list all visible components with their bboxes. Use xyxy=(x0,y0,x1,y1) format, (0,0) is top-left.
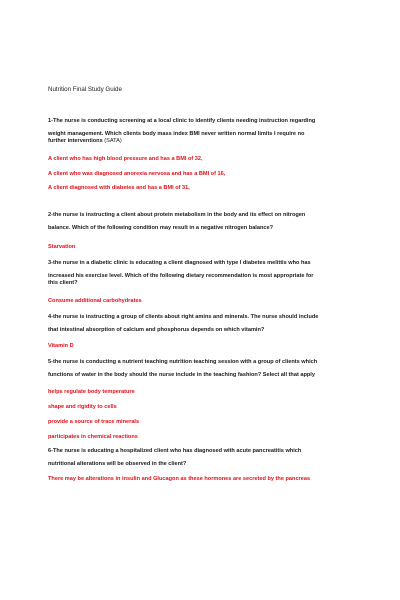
answer: Vitamin D xyxy=(48,343,74,349)
question-line: that intestinal absorption of calcium and phosphorus depends on which vitamin? xyxy=(48,327,265,333)
answer: helps regulate body temperature xyxy=(48,389,135,395)
document-title: Nutrition Final Study Guide xyxy=(48,86,122,93)
question-2 xyxy=(48,212,360,232)
question-line: balance. Which of the following condition may result in a negative nitrogen balance? xyxy=(48,225,274,231)
question-line: 2-the nurse is instructing a client about protein metabolism in the body and its effect on nitrogen xyxy=(48,212,306,218)
answer: Consume additional carbohydrates xyxy=(48,298,142,304)
answer: participates in chemical reactions xyxy=(48,434,138,440)
question-line-sata: (SATA) xyxy=(104,138,122,144)
answer: A client who has high blood pressure and has a BMI of 32, xyxy=(48,156,203,162)
question-line: this client? xyxy=(48,280,78,286)
question-line: increased his exercise level. Which of the following dietary recommendation is most appropriate for xyxy=(48,273,314,279)
question-line: 1-The nurse is conducting screening at a local clinic to identify clients needing instruction regarding xyxy=(48,118,316,124)
question-line: nutritional alterations will be observed in the client? xyxy=(48,461,187,467)
answer: A client diagnosed with diabetes and has a BMI of 31, xyxy=(48,185,190,191)
question-line: 3-the nurse in a diabetic clinic is educating a client diagnosed with type I diabetes melittis who has xyxy=(48,260,311,266)
question-line: weight management. Which clients body mass index BMI never written normal limits I require no xyxy=(48,131,305,137)
question-5 xyxy=(48,359,360,379)
question-1 xyxy=(48,118,360,145)
question-6 xyxy=(48,448,360,468)
question-3 xyxy=(48,260,360,287)
question-line: 6-The nurse is educating a hospitalized client who has diagnosed with acute pancreatitis which xyxy=(48,448,302,454)
answer: A client who was diagnosed anorexia nervosa and has a BMI of 16, xyxy=(48,171,226,177)
question-line: 5-the nurse is conducting a nutrient teaching nutrition teaching session with a group of clients which xyxy=(48,359,318,365)
question-line: 4-the nurse is instructing a group of clients about right amins and minerals. The nurse should include xyxy=(48,314,319,320)
answer: shape and rigidity to cells xyxy=(48,404,117,410)
question-line-bold: further interventions xyxy=(48,138,105,144)
question-4 xyxy=(48,314,360,334)
answer: provide a source of trace minerals xyxy=(48,419,140,425)
answer: Starvation xyxy=(48,244,76,250)
question-line xyxy=(48,138,360,145)
answer: There may be alterations in insulin and Glucagon as these hormones are secreted by the pancreas xyxy=(48,476,311,482)
question-line: functions of water in the body should the nurse include in the teaching fashion? Select all that apply xyxy=(48,372,315,378)
